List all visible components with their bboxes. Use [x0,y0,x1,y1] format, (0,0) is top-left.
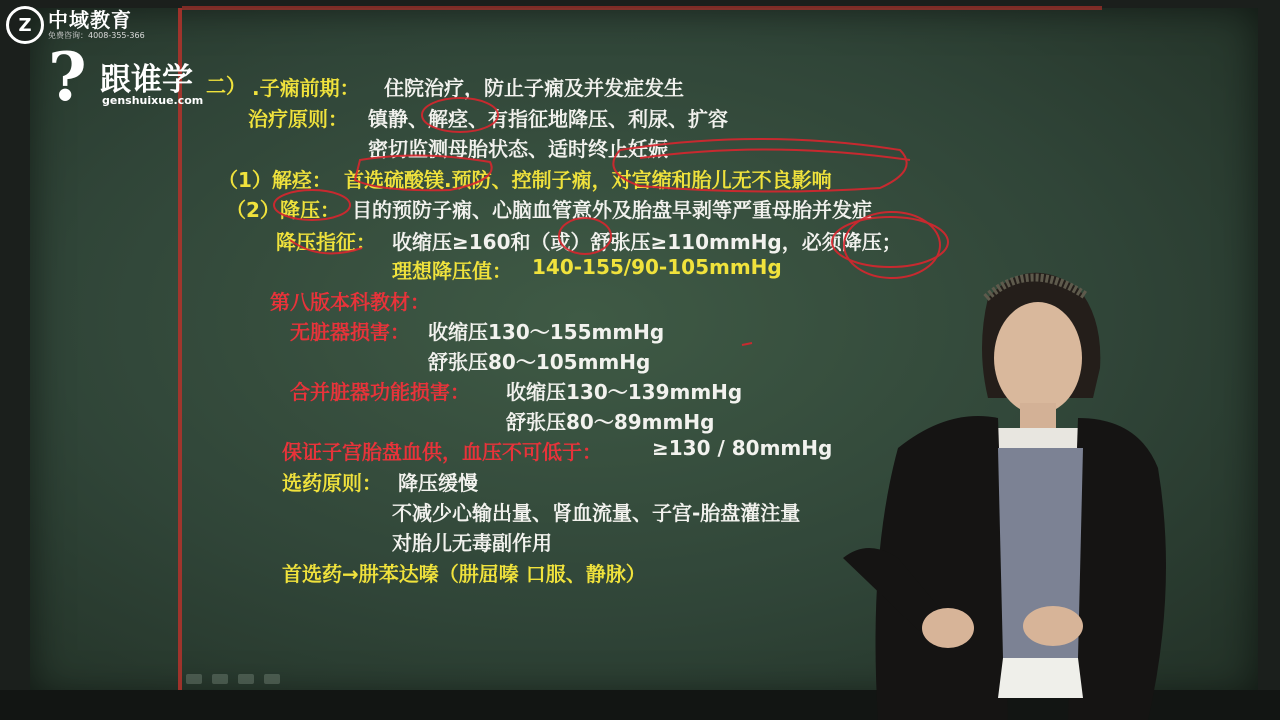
principle-label: 治疗原则： [248,107,348,131]
no-organ-diastolic: 舒张压80～105mmHg [428,350,651,374]
genshuixue-domain: genshuixue.com [102,94,204,107]
organ-damage-label: 合并脏器功能损害： [290,380,470,404]
first-choice-drug: 首选药→肼苯达嗪（肼屈嗪 口服、静脉） [282,562,646,586]
guarantee-value: ≥130 / 80mmHg [652,436,833,460]
heading-text: 住院治疗，防止子痫及并发症发生 [384,76,684,100]
no-organ-systolic: 收缩压130～155mmHg [428,320,665,344]
zhongyu-emblem-icon: Z [6,6,44,44]
ideal-value: 140-155/90-105mmHg [532,255,782,279]
board-edge-left [178,8,182,693]
question-mark-icon: ? [48,38,87,116]
edition-label: 第八版本科教材： [270,290,430,314]
drug-principle-3: 对胎儿无毒副作用 [392,531,552,555]
drug-principle-label: 选药原则： [282,471,382,495]
drug-principle-1: 降压缓慢 [398,471,478,495]
genshuixue-name: 跟谁学 [100,62,193,98]
teacher-hand-right [1023,606,1083,646]
board-edge-top [182,6,1102,10]
zhongyu-phone: 免费咨询：4008-355-366 [48,31,145,40]
heading-title: .子痫前期： [252,76,360,100]
indication-label: 降压指征： [276,230,376,254]
zhongyu-name: 中域教育 [48,8,132,32]
jiangya-number: （2） [226,198,280,222]
jiangya-text: 目的预防子痫、心脑血管意外及胎盘早剥等严重母胎并发症 [352,198,872,222]
principle-line-1: 镇静、解痉、有指征地降压、利尿、扩容 [368,107,728,131]
teacher-face [994,302,1082,414]
ideal-label: 理想降压值： [392,259,512,283]
jiangya-label: 降压： [280,198,340,222]
organ-damage-systolic: 收缩压130～139mmHg [506,380,743,404]
teacher-figure [838,258,1183,720]
indication-text: 收缩压≥160和（或）舒张压≥110mmHg，必须降压； [392,230,902,254]
principle-line-2: 密切监测母胎状态、适时终止妊娠 [368,137,668,161]
teacher-jacket-right [1068,418,1166,720]
teacher-hand-left [922,608,974,648]
board-tray [186,674,280,684]
drug-principle-2: 不减少心输出量、肾血流量、子宫-胎盘灌注量 [392,501,801,525]
heading-number: 二） [206,74,246,98]
guarantee-label: 保证子宫胎盘血供，血压不可低于： [282,440,602,464]
jiejing-label: （1）解痉： [218,168,332,192]
jiejing-text: 首选硫酸镁.预防、控制子痫，对宫缩和胎儿无不良影响 [344,168,832,192]
organ-damage-diastolic: 舒张压80～89mmHg [506,410,715,434]
no-organ-label: 无脏器损害： [290,320,410,344]
